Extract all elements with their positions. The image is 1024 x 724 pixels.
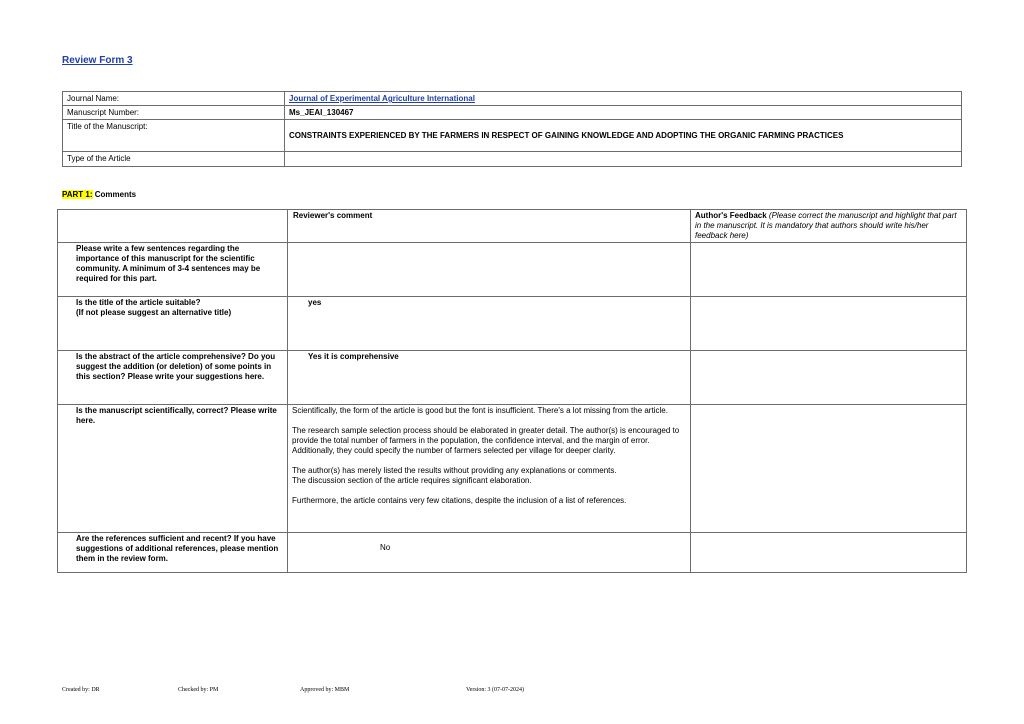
part-1-heading <box>62 190 136 199</box>
author-feedback-title[interactable] <box>691 297 967 351</box>
footer-checked-by: Checked by: PM <box>178 687 219 693</box>
manuscript-number-row <box>63 106 962 120</box>
type-label: Type of the Article <box>63 152 285 167</box>
comment-paragraph: The research sample selection process should be elaborated in greater detail. The author(s) is encouraged to provide the total number of farmers in the population, the confidence interval, and the margin of error. Additionally, they could specify the number of farmers selected per village for deeper clarity. <box>292 426 680 455</box>
author-feedback-importance[interactable] <box>691 243 967 297</box>
table-row <box>58 351 967 405</box>
comment-paragraph: Furthermore, the article contains very few citations, despite the inclusion of a list of references. <box>292 496 627 505</box>
title-row <box>63 120 962 152</box>
header-author-feedback <box>691 210 967 243</box>
form-title: Review Form 3 <box>62 55 133 66</box>
question-references: Are the references sufficient and recent? If you have suggestions of additional references, please mention them in the review form. <box>58 533 288 573</box>
reviewer-comment-scientific[interactable] <box>288 405 691 533</box>
manuscript-number-value: Ms_JEAI_130467 <box>285 106 962 120</box>
manuscript-info-table <box>62 91 962 167</box>
title-label: Title of the Manuscript: <box>63 120 285 152</box>
part-1-title: Comments <box>92 190 137 199</box>
question-scientific: Is the manuscript scientifically, correct? Please write here. <box>58 405 288 533</box>
reviewer-comment-importance[interactable] <box>288 243 691 297</box>
comment-paragraph: The author(s) has merely listed the results without providing any explanations or comments. The discussion section of the article requires significant elaboration. <box>292 466 617 485</box>
footer-version: Version: 3 (07-07-2024) <box>466 687 524 693</box>
question-abstract: Is the abstract of the article comprehensive? Do you suggest the addition (or deletion) of some points in this section? Please write your suggestions here. <box>58 351 288 405</box>
table-row <box>58 297 967 351</box>
title-value: CONSTRAINTS EXPERIENCED BY THE FARMERS IN RESPECT OF GAINING KNOWLEDGE AND ADOPTING THE ORGANIC FARMING PRACTICES <box>285 120 962 152</box>
author-feedback-label: Author's Feedback <box>695 211 767 220</box>
header-empty-cell <box>58 210 288 243</box>
reviewer-comment-references[interactable]: No <box>288 533 691 573</box>
footer-approved-by: Approved by: MBM <box>300 687 350 693</box>
author-feedback-references[interactable] <box>691 533 967 573</box>
comments-header-row <box>58 210 967 243</box>
comments-table <box>57 209 967 573</box>
article-type-row <box>63 152 962 167</box>
footer-created-by: Created by: DR <box>62 687 100 693</box>
comment-paragraph: Scientifically, the form of the article is good but the font is insufficient. There's a lot missing from the article. <box>292 406 668 415</box>
journal-label: Journal Name: <box>63 92 285 106</box>
table-row <box>58 243 967 297</box>
reviewer-comment-abstract[interactable]: Yes it is comprehensive <box>288 351 691 405</box>
table-row <box>58 533 967 573</box>
question-title-suitable <box>58 297 288 351</box>
part-1-label: PART 1: <box>62 190 93 199</box>
manuscript-number-label: Manuscript Number: <box>63 106 285 120</box>
table-row <box>58 405 967 533</box>
question-title-line-1: Is the title of the article suitable? (If not please suggest an alternative title) <box>76 298 232 317</box>
author-feedback-abstract[interactable] <box>691 351 967 405</box>
author-feedback-note: (Please correct the manuscript and highlight that part in the manuscript. It is mandatory that authors should write his/her feedback here) <box>695 211 957 240</box>
journal-link[interactable]: Journal of Experimental Agriculture International <box>289 94 475 103</box>
header-reviewer-comment: Reviewer's comment <box>288 210 691 243</box>
question-importance: Please write a few sentences regarding the importance of this manuscript for the scientific community. A minimum of 3-4 sentences may be required for this part. <box>58 243 288 297</box>
type-value[interactable] <box>285 152 962 167</box>
journal-row <box>63 92 962 106</box>
reviewer-comment-title[interactable]: yes <box>288 297 691 351</box>
author-feedback-scientific[interactable] <box>691 405 967 533</box>
